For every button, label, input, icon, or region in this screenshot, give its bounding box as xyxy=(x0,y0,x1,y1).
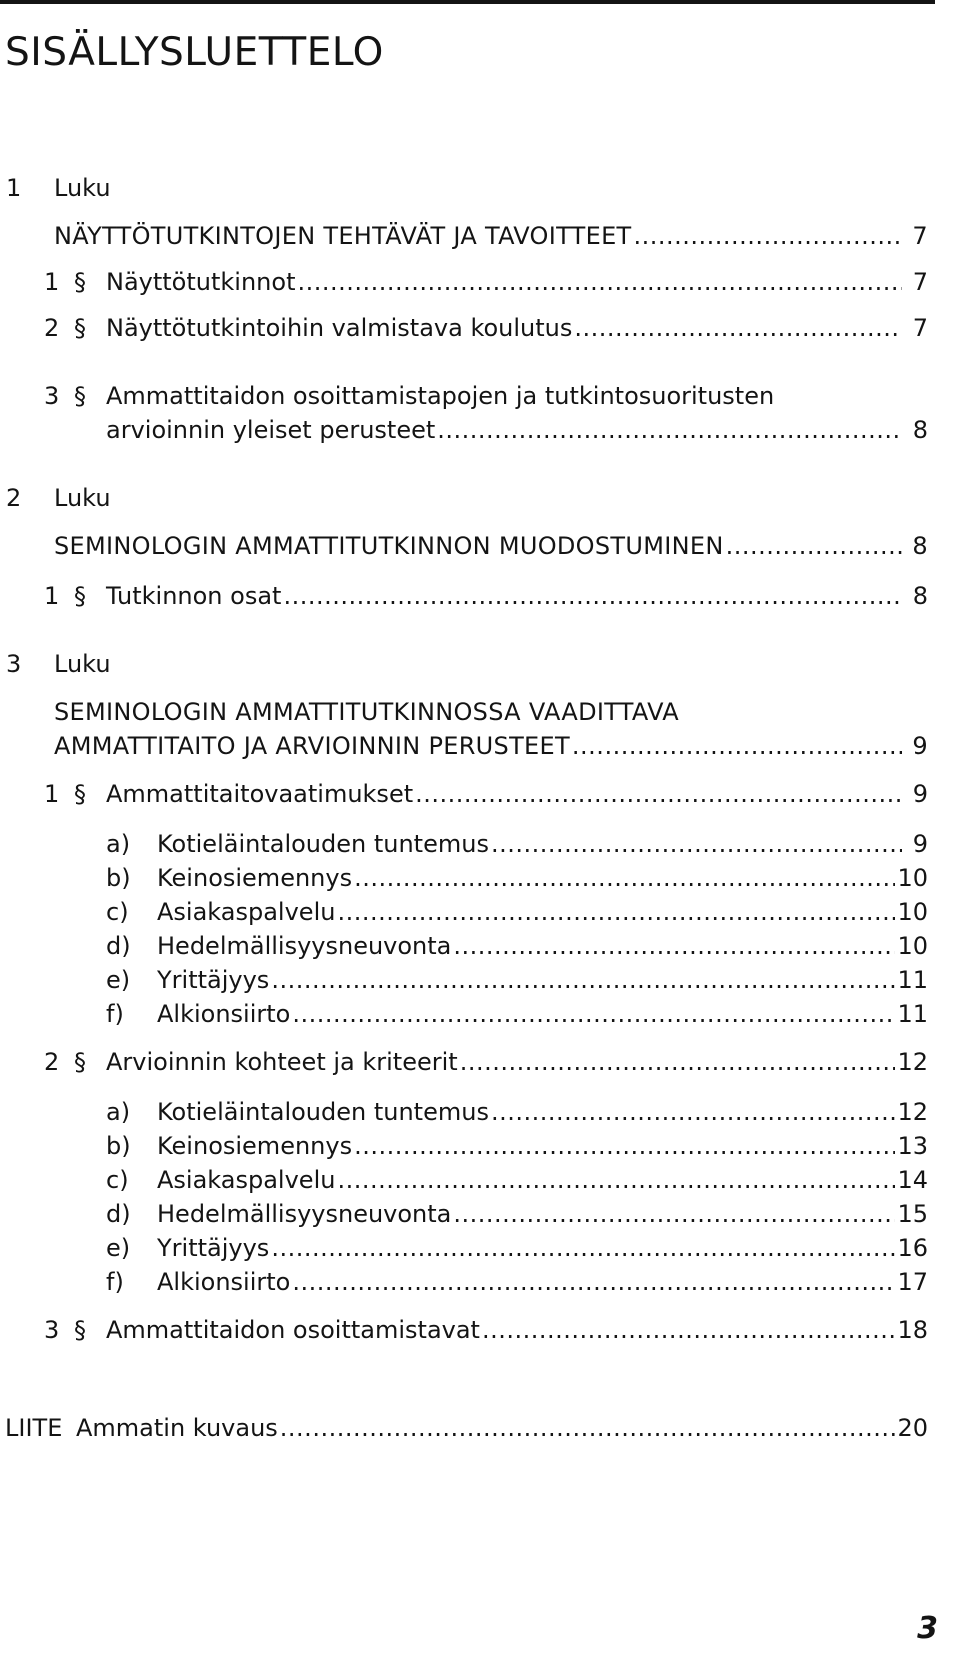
section-number: 1 xyxy=(44,780,60,808)
page-ref: 15 xyxy=(897,1200,928,1228)
dot-leader xyxy=(726,530,902,562)
toc-subentry[interactable] xyxy=(157,998,928,1030)
page-title: SISÄLLYSLUETTELO xyxy=(5,30,384,75)
toc-subentry[interactable] xyxy=(157,930,928,962)
item-letter: c) xyxy=(106,1166,129,1194)
toc-subentry[interactable] xyxy=(157,1096,928,1128)
toc-subentry[interactable] xyxy=(157,1232,928,1264)
section-number: 1 xyxy=(44,268,60,296)
dot-leader xyxy=(354,862,895,894)
toc-subentry[interactable] xyxy=(157,862,928,894)
dot-leader xyxy=(297,266,902,298)
section-number: 2 xyxy=(44,314,60,342)
toc-entry[interactable] xyxy=(106,312,928,344)
top-rule xyxy=(0,0,935,4)
item-letter: a) xyxy=(106,1098,131,1126)
toc-subentry[interactable] xyxy=(157,1266,928,1298)
chapter-number: 3 xyxy=(6,650,22,678)
dot-leader xyxy=(572,730,902,762)
entry-text: arvioinnin yleiset perusteet xyxy=(106,416,436,444)
page-ref: 7 xyxy=(912,268,928,296)
section-number: 3 xyxy=(44,1316,60,1344)
chapter-3-heading[interactable] xyxy=(54,730,928,762)
dot-leader xyxy=(482,1314,895,1346)
chapter-luku: Luku xyxy=(54,650,111,678)
entry-text: Arvioinnin kohteet ja kriteerit xyxy=(106,1048,458,1076)
toc-subentry[interactable] xyxy=(157,828,928,860)
entry-text: Asiakaspalvelu xyxy=(157,898,336,926)
page-ref: 9 xyxy=(912,830,928,858)
entry-text: Alkionsiirto xyxy=(157,1000,291,1028)
chapter-heading-line1: SEMINOLOGIN AMMATTITUTKINNOSSA VAADITTAVA xyxy=(54,698,679,726)
item-letter: c) xyxy=(106,898,129,926)
page-ref: 18 xyxy=(897,1316,928,1344)
dot-leader xyxy=(337,1164,895,1196)
toc-subentry[interactable] xyxy=(157,896,928,928)
page-ref: 7 xyxy=(912,314,928,342)
entry-text: Keinosiemennys xyxy=(157,1132,353,1160)
chapter-2-heading[interactable] xyxy=(54,530,928,562)
entry-text: Kotieläintalouden tuntemus xyxy=(157,1098,489,1126)
dot-leader xyxy=(292,1266,895,1298)
chapter-heading-text: AMMATTITAITO JA ARVIOINNIN PERUSTEET xyxy=(54,732,570,760)
dot-leader xyxy=(634,220,903,252)
page-ref: 9 xyxy=(912,780,928,808)
entry-text: Hedelmällisyysneuvonta xyxy=(157,932,452,960)
dot-leader xyxy=(292,998,895,1030)
entry-text: Tutkinnon osat xyxy=(106,582,282,610)
chapter-luku: Luku xyxy=(54,174,111,202)
entry-text: Kotieläintalouden tuntemus xyxy=(157,830,489,858)
section-number: 3 xyxy=(44,382,60,410)
dot-leader xyxy=(337,896,895,928)
page-ref: 13 xyxy=(897,1132,928,1160)
entry-text: Keinosiemennys xyxy=(157,864,353,892)
page-ref: 8 xyxy=(912,416,928,444)
entry-text: Yrittäjyys xyxy=(157,1234,270,1262)
dot-leader xyxy=(453,930,895,962)
page-ref: 12 xyxy=(897,1048,928,1076)
chapter-luku: Luku xyxy=(54,484,111,512)
section-sign-icon: § xyxy=(74,1316,86,1344)
entry-text: Alkionsiirto xyxy=(157,1268,291,1296)
toc-entry[interactable] xyxy=(106,580,928,612)
chapter-number: 1 xyxy=(6,174,22,202)
toc-entry[interactable] xyxy=(106,1046,928,1078)
toc-subentry[interactable] xyxy=(157,1198,928,1230)
page-ref: 17 xyxy=(897,1268,928,1296)
dot-leader xyxy=(283,580,902,612)
page-number: 3 xyxy=(917,1611,938,1646)
toc-subentry[interactable] xyxy=(157,1164,928,1196)
entry-text: Ammattitaitovaatimukset xyxy=(106,780,414,808)
chapter-1-heading[interactable] xyxy=(54,220,928,252)
item-letter: e) xyxy=(106,1234,131,1262)
dot-leader xyxy=(453,1198,895,1230)
dot-leader xyxy=(460,1046,896,1078)
entry-text: Asiakaspalvelu xyxy=(157,1166,336,1194)
page-ref: 10 xyxy=(897,864,928,892)
item-letter: f) xyxy=(106,1268,124,1296)
item-letter: f) xyxy=(106,1000,124,1028)
dot-leader xyxy=(280,1412,896,1444)
item-letter: e) xyxy=(106,966,131,994)
entry-text: Hedelmällisyysneuvonta xyxy=(157,1200,452,1228)
section-sign-icon: § xyxy=(74,1048,86,1076)
item-letter: b) xyxy=(106,864,131,892)
page-ref: 7 xyxy=(912,222,928,250)
dot-leader xyxy=(437,414,902,446)
item-letter: d) xyxy=(106,1200,131,1228)
toc-entry[interactable] xyxy=(106,414,928,446)
toc-entry[interactable] xyxy=(106,778,928,810)
page-ref: 10 xyxy=(897,932,928,960)
page-ref: 10 xyxy=(897,898,928,926)
dot-leader xyxy=(271,1232,895,1264)
dot-leader xyxy=(574,312,902,344)
page-ref: 16 xyxy=(897,1234,928,1262)
page-ref: 8 xyxy=(912,532,928,560)
chapter-heading-text: NÄYTTÖTUTKINTOJEN TEHTÄVÄT JA TAVOITTEET xyxy=(54,222,632,250)
page-ref: 12 xyxy=(897,1098,928,1126)
page-ref: 11 xyxy=(897,1000,928,1028)
section-sign-icon: § xyxy=(74,268,86,296)
item-letter: b) xyxy=(106,1132,131,1160)
entry-text: Yrittäjyys xyxy=(157,966,270,994)
section-sign-icon: § xyxy=(74,780,86,808)
appendix-label: LIITE xyxy=(5,1414,63,1442)
entry-text: Näyttötutkintoihin valmistava koulutus xyxy=(106,314,573,342)
entry-text: Ammattitaidon osoittamistavat xyxy=(106,1316,480,1344)
page-ref: 11 xyxy=(897,966,928,994)
dot-leader xyxy=(491,828,902,860)
dot-leader xyxy=(415,778,902,810)
page-ref: 9 xyxy=(912,732,928,760)
page-ref: 20 xyxy=(897,1414,928,1442)
section-sign-icon: § xyxy=(74,582,86,610)
toc-subentry[interactable] xyxy=(157,1130,928,1162)
dot-leader xyxy=(354,1130,895,1162)
page-ref: 14 xyxy=(897,1166,928,1194)
toc-subentry[interactable] xyxy=(157,964,928,996)
toc-entry[interactable] xyxy=(106,1314,928,1346)
section-sign-icon: § xyxy=(74,382,86,410)
entry-text: Näyttötutkinnot xyxy=(106,268,296,296)
appendix-entry[interactable] xyxy=(76,1412,928,1444)
dot-leader xyxy=(271,964,895,996)
chapter-number: 2 xyxy=(6,484,22,512)
item-letter: a) xyxy=(106,830,131,858)
section-number: 2 xyxy=(44,1048,60,1076)
page-ref: 8 xyxy=(912,582,928,610)
chapter-heading-text: SEMINOLOGIN AMMATTITUTKINNON MUODOSTUMINEN xyxy=(54,532,724,560)
section-sign-icon: § xyxy=(74,314,86,342)
entry-text-line1: Ammattitaidon osoittamistapojen ja tutkintosuoritusten xyxy=(106,382,775,410)
entry-text: Ammatin kuvaus xyxy=(76,1414,278,1442)
toc-entry[interactable] xyxy=(106,266,928,298)
item-letter: d) xyxy=(106,932,131,960)
section-number: 1 xyxy=(44,582,60,610)
dot-leader xyxy=(491,1096,896,1128)
